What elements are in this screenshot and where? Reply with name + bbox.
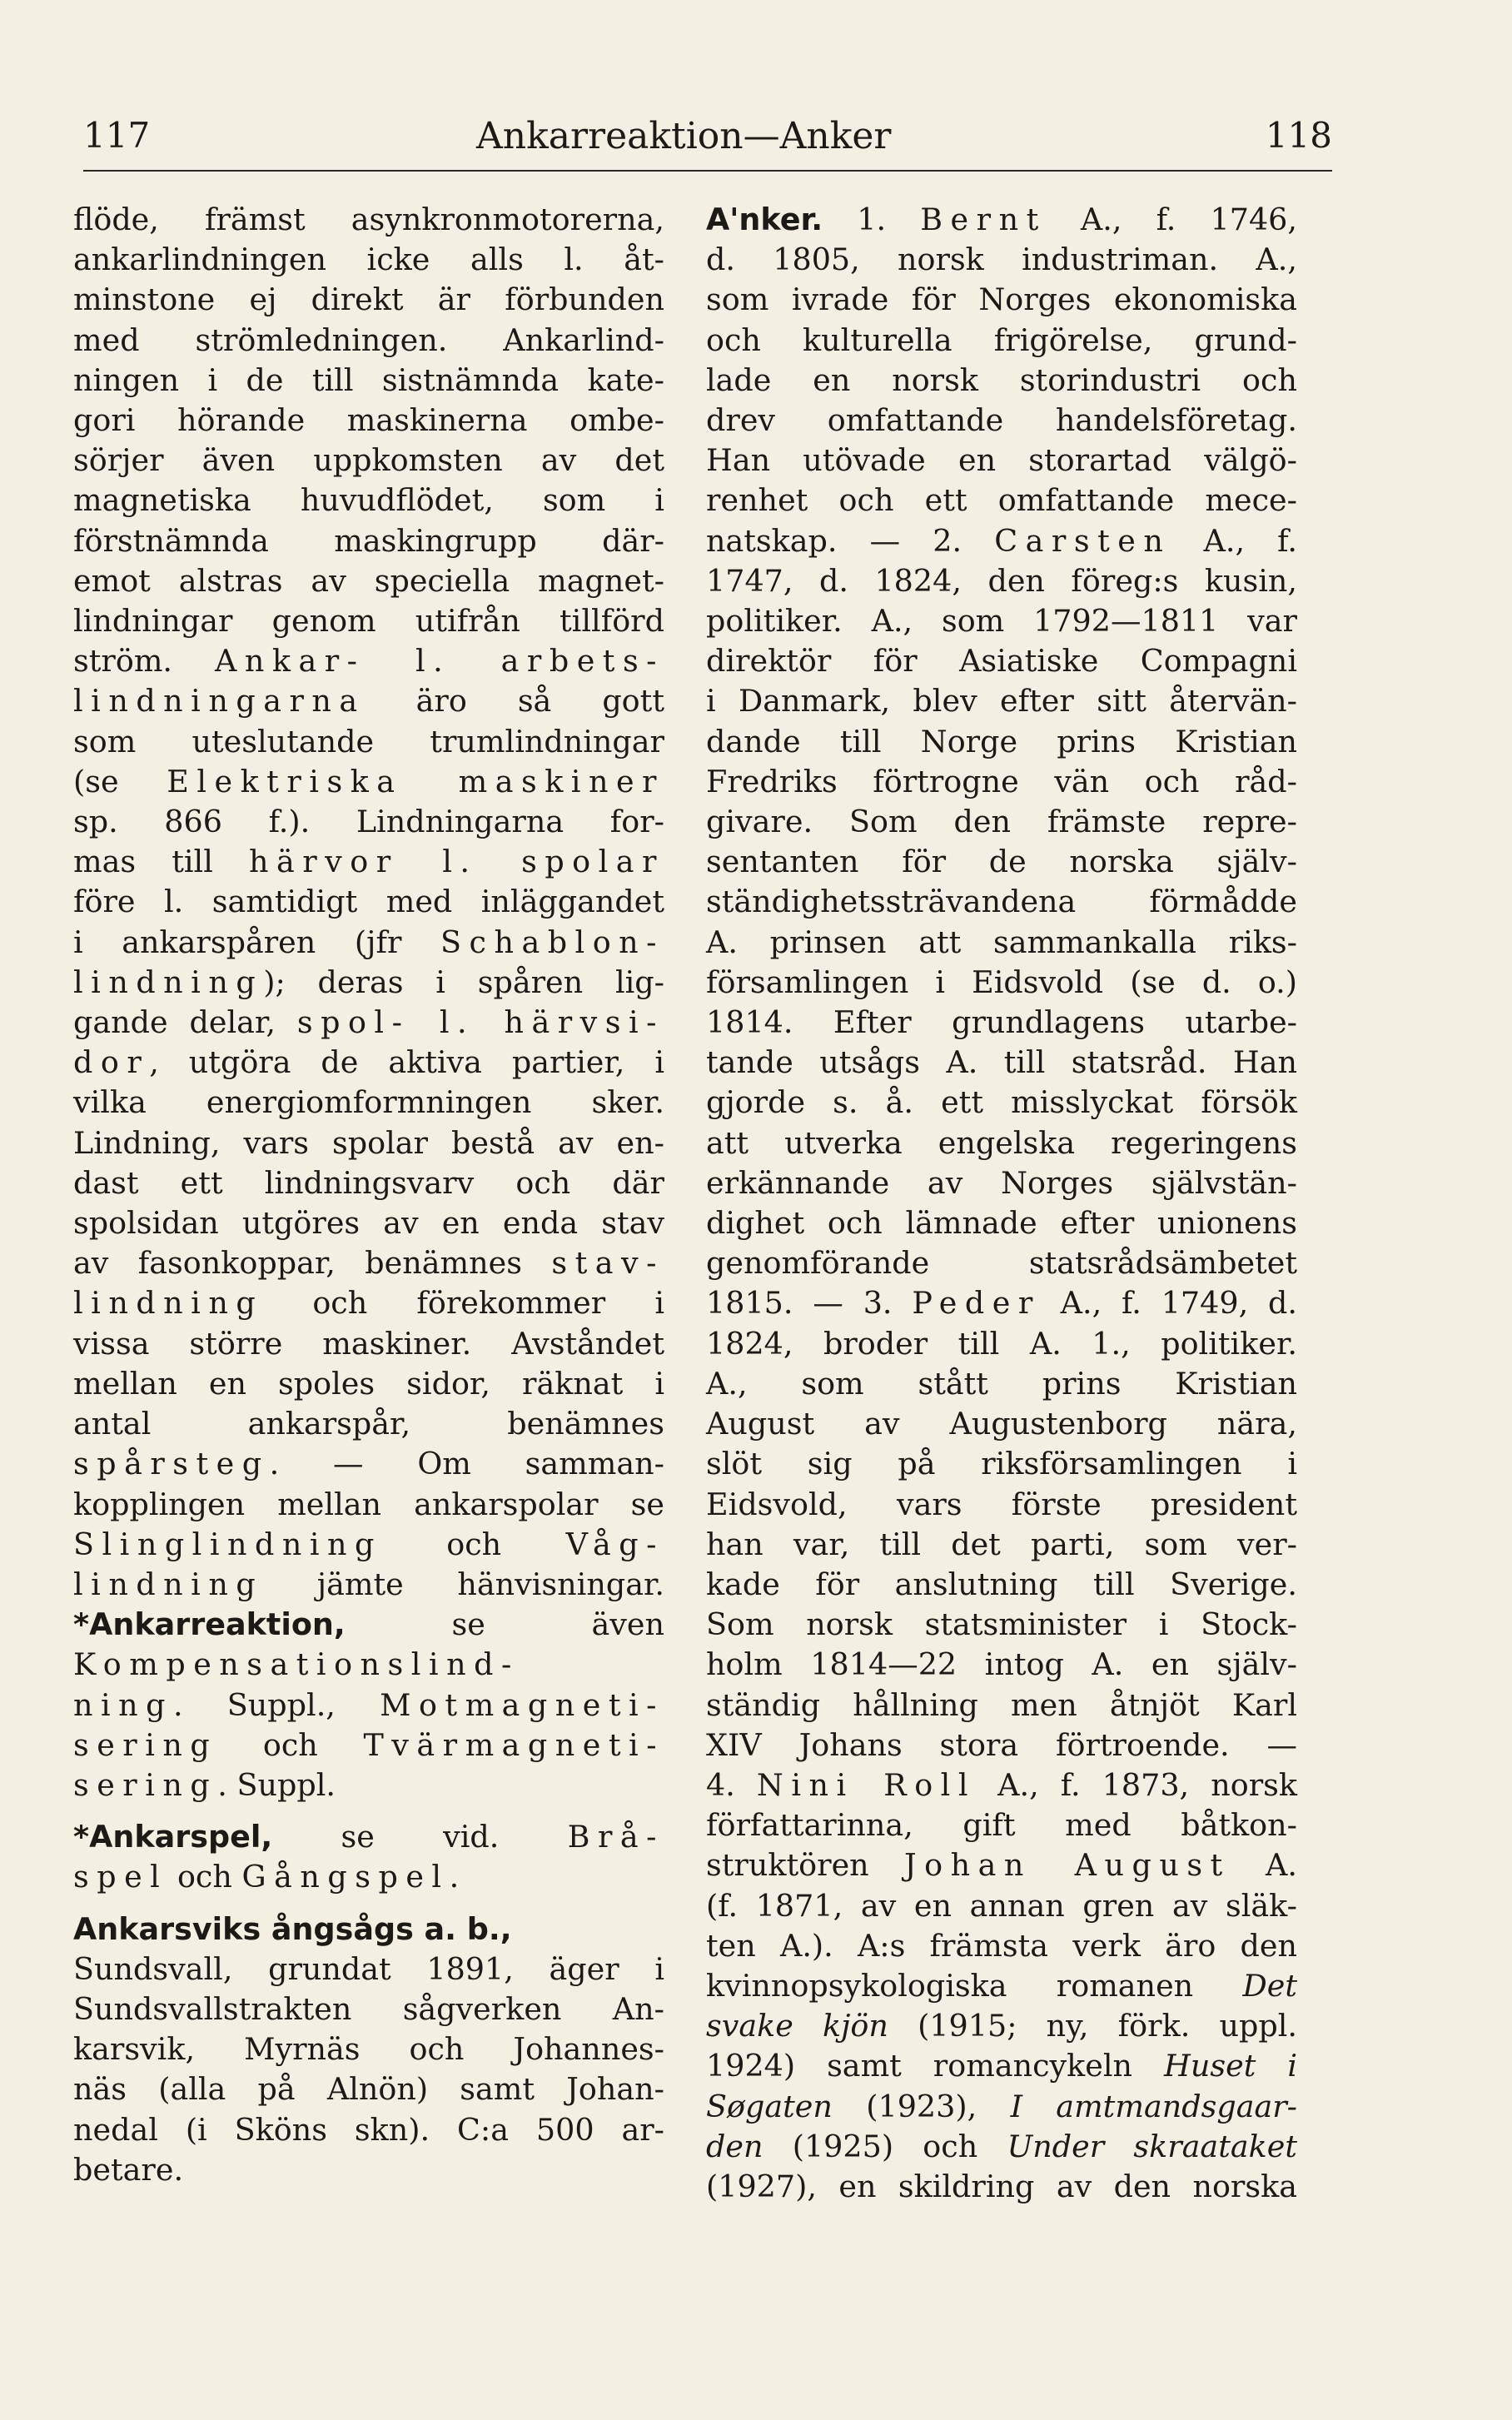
spaced-term: sering bbox=[73, 1726, 218, 1763]
text-line: antal ankarspår, benämnes bbox=[73, 1406, 664, 1442]
spaced-term: Ankar- l. arbets- bbox=[215, 643, 664, 680]
text-line: direktör för Asiatiske Compagni bbox=[706, 643, 1297, 680]
page-number-right: 118 bbox=[1265, 115, 1332, 156]
spaced-term: Carsten bbox=[994, 522, 1171, 559]
text-line: näs (alla på Alnön) samt Johan- bbox=[73, 2071, 664, 2108]
text-line: kvinnopsykologiska romanen Det bbox=[706, 1967, 1297, 2004]
text-line: vilka energiomformningen sker. bbox=[73, 1084, 664, 1121]
text-line: erkännande av Norges självstän- bbox=[706, 1164, 1297, 1201]
text-line: mellan en spoles sidor, räknat i bbox=[73, 1365, 664, 1402]
text-line: och kulturella frigörelse, grund- bbox=[706, 321, 1297, 358]
spaced-term: Peder bbox=[912, 1285, 1041, 1322]
spaced-term: lindning bbox=[73, 964, 264, 1000]
text-line: 1924) samt romancykeln Huset i bbox=[706, 2048, 1297, 2084]
text-line: som uteslutande trumlindningar bbox=[73, 723, 664, 759]
text-line: församlingen i Eidsvold (se d. o.) bbox=[706, 964, 1297, 1000]
text-line: 1814. Efter grundlagens utarbe- bbox=[706, 1004, 1297, 1041]
text-line: svake kjön (1915; ny, förk. uppl. bbox=[706, 2008, 1297, 2044]
text-line: struktören Johan August A. bbox=[706, 1847, 1297, 1884]
text-line: tande utsågs A. till statsråd. Han bbox=[706, 1044, 1297, 1081]
spaced-term: Brå- bbox=[567, 1819, 664, 1855]
spaced-term: Gångspel bbox=[241, 1859, 450, 1895]
text-line: gjorde s. å. ett misslyckat försök bbox=[706, 1084, 1297, 1121]
text-line: att utverka engelska regeringens bbox=[706, 1124, 1297, 1161]
text-line: kopplingen mellan ankarspolar se bbox=[73, 1486, 664, 1522]
spaced-term: lindning bbox=[73, 1566, 264, 1602]
text-line: av fasonkoppar, benämnes stav- bbox=[73, 1245, 664, 1282]
text-line: lindning och förekommer i bbox=[73, 1285, 665, 1322]
spaced-term: Schablon- bbox=[440, 924, 664, 960]
text-line: slöt sig på riksförsamlingen i bbox=[706, 1446, 1297, 1482]
book-title: Det bbox=[1242, 1967, 1297, 2004]
text-line: dast ett lindningsvarv och där bbox=[73, 1164, 664, 1201]
text-line: Sundsvall, grundat 1891, äger i bbox=[73, 1950, 664, 1987]
text-line: före l. samtidigt med inläggandet bbox=[73, 884, 664, 920]
text-line: den (1925) och Under skraataket bbox=[706, 2128, 1298, 2164]
book-title: Søgaten bbox=[706, 2088, 833, 2124]
text-line: emot alstras av speciella magnet- bbox=[73, 562, 664, 599]
right-column bbox=[706, 200, 1297, 2207]
entry-headword: Ankarsviks ångsågs a. b., bbox=[73, 1910, 512, 1947]
text-line: mas till härvor l. spolar bbox=[73, 844, 664, 880]
text-line: holm 1814—22 intog A. en själv- bbox=[706, 1646, 1297, 1683]
page-number-left: 117 bbox=[83, 115, 151, 156]
entry-ankarreaktion: *Ankarreaktion, se även bbox=[73, 1606, 664, 1643]
text-line: Slinglindning och Våg- bbox=[73, 1526, 664, 1562]
text-line: spel och Gångspel. bbox=[73, 1859, 460, 1895]
text-line: förstnämnda maskingrupp där- bbox=[73, 522, 664, 559]
text-line: magnetiska huvudflödet, som i bbox=[73, 482, 664, 519]
text-line: (1927), en skildring av den norska bbox=[706, 2168, 1297, 2204]
spaced-term: lindningarna bbox=[73, 683, 366, 720]
text-line: 1815. — 3. Peder A., f. 1749, d. bbox=[706, 1285, 1298, 1322]
text-line: ström. Ankar- l. arbets- bbox=[73, 643, 664, 680]
spaced-term: dor bbox=[73, 1044, 150, 1081]
text-line: ständig hållning men åtnjöt Karl bbox=[706, 1686, 1297, 1723]
text-line: Lindning, vars spolar bestå av en- bbox=[73, 1124, 664, 1161]
text-line: minstone ej direkt är förbunden bbox=[73, 281, 664, 318]
text-line: Søgaten (1923), I amtmandsgaar- bbox=[706, 2088, 1297, 2124]
running-title: Ankarreaktion—Anker bbox=[476, 115, 892, 157]
spaced-term: sering bbox=[73, 1766, 218, 1803]
entry-headword: *Ankarreaktion, bbox=[73, 1606, 346, 1643]
text-line: lindningar genom utifrån tillförd bbox=[73, 603, 664, 640]
text-line: natskap. — 2. Carsten A., f. bbox=[706, 522, 1297, 559]
text-line: renhet och ett omfattande mece- bbox=[706, 482, 1297, 519]
text-line: 4. Nini Roll A., f. 1873, norsk bbox=[706, 1766, 1298, 1803]
text-line: lindningarna äro så gott bbox=[73, 683, 664, 720]
text-line: ningen i de till sistnämnda kate- bbox=[73, 361, 664, 398]
text-line: sentanten för de norska själv- bbox=[706, 844, 1297, 880]
text-line: nedal (i Sköns skn). C:a 500 ar- bbox=[73, 2111, 664, 2148]
spaced-term: Elektriska maskiner bbox=[167, 763, 664, 799]
text-line: XIV Johans stora förtroende. — bbox=[706, 1726, 1297, 1763]
text-line: dighet och lämnade efter unionens bbox=[706, 1205, 1297, 1242]
text-line: lade en norsk storindustri och bbox=[706, 361, 1297, 398]
spaced-term: Kompensationslind- bbox=[73, 1646, 520, 1683]
text-line: sering och Tvärmagneti- bbox=[73, 1726, 665, 1763]
spaced-term: Bernt bbox=[920, 202, 1047, 237]
text-line: (f. 1871, av en annan gren av släk- bbox=[706, 1887, 1297, 1924]
text-line: Som norsk statsminister i Stock- bbox=[706, 1606, 1297, 1643]
text-line: flöde, främst asynkronmotorerna, bbox=[73, 202, 664, 237]
text-line: karsvik, Myrnäs och Johannes- bbox=[73, 2031, 664, 2068]
text-line: gande delar, spol- l. härvsi- bbox=[73, 1004, 664, 1041]
entry-headword: *Ankarspel, bbox=[73, 1819, 273, 1855]
spaced-term: spårsteg bbox=[73, 1446, 270, 1482]
spaced-term: Våg- bbox=[565, 1526, 664, 1562]
spaced-term: spel bbox=[73, 1859, 168, 1895]
text-line: han var, till det parti, som ver- bbox=[706, 1526, 1297, 1562]
spaced-term: Tvärmagneti- bbox=[363, 1726, 665, 1763]
page-header bbox=[83, 110, 1332, 168]
spaced-term: Motmagneti- bbox=[380, 1686, 665, 1723]
text-line: ständighetssträvandena förmådde bbox=[706, 884, 1297, 920]
text-line: ning. Suppl., Motmagneti- bbox=[73, 1686, 665, 1723]
text-line: ankarlindningen icke alls l. åt- bbox=[73, 242, 664, 278]
text-line: 1747, d. 1824, den föreg:s kusin, bbox=[706, 562, 1297, 599]
text-line: i Danmark, blev efter sitt återvän- bbox=[706, 683, 1297, 720]
spaced-term: lindning bbox=[73, 1285, 264, 1322]
text-line: drev omfattande handelsföretag. bbox=[706, 402, 1297, 439]
book-title: Huset i bbox=[1164, 2048, 1297, 2084]
text-line: gori hörande maskinerna ombe- bbox=[73, 402, 664, 439]
spaced-term: ning bbox=[73, 1686, 174, 1723]
book-title: svake kjön bbox=[706, 2008, 888, 2044]
spaced-term: stav- bbox=[551, 1245, 664, 1282]
left-column bbox=[73, 200, 664, 2190]
text-line: sp. 866 f.). Lindningarna for- bbox=[73, 804, 664, 840]
entry-headword: A'nker. bbox=[706, 202, 823, 237]
text-line: August av Augustenborg nära, bbox=[706, 1406, 1297, 1442]
text-line: genomförande statsrådsämbetet bbox=[706, 1245, 1297, 1282]
text-line: lindning); deras i spåren lig- bbox=[73, 964, 664, 1000]
book-title: den bbox=[706, 2128, 763, 2164]
spaced-term: Nini Roll bbox=[756, 1766, 977, 1803]
text-line: med strömledningen. Ankarlind- bbox=[73, 321, 664, 358]
text-line: vissa större maskiner. Avståndet bbox=[73, 1325, 664, 1362]
spaced-term: härvor l. spolar bbox=[248, 844, 664, 880]
text-line: spårsteg. — Om samman- bbox=[73, 1446, 664, 1482]
text-line: spolsidan utgöres av en enda stav bbox=[73, 1205, 664, 1242]
text-line: betare. bbox=[73, 2151, 184, 2188]
text-line: (se Elektriska maskiner bbox=[73, 763, 664, 799]
text-line: Sundsvallstrakten sågverken An- bbox=[73, 1990, 664, 2027]
book-title: I amtmandsgaar- bbox=[1010, 2088, 1297, 2124]
text-line: Han utövade en storartad välgö- bbox=[706, 442, 1297, 479]
text-line: dande till Norge prins Kristian bbox=[706, 723, 1297, 759]
entry-anker: A'nker. 1. Bernt A., f. 1746, bbox=[706, 202, 1298, 237]
text-line: d. 1805, norsk industriman. A., bbox=[706, 242, 1297, 278]
entry-ankarspel: *Ankarspel, se vid. Brå- bbox=[73, 1819, 664, 1855]
text-line: Fredriks förtrogne vän och råd- bbox=[706, 763, 1297, 799]
text-line: som ivrade för Norges ekonomiska bbox=[706, 281, 1297, 318]
text-line: sering. Suppl. bbox=[73, 1766, 336, 1803]
text-line: lindning jämte hänvisningar. bbox=[73, 1566, 664, 1602]
text-line: sörjer även uppkomsten av det bbox=[73, 442, 664, 479]
spaced-term: spol- l. härvsi- bbox=[296, 1004, 664, 1041]
text-line: ten A.). A:s främsta verk äro den bbox=[706, 1927, 1297, 1964]
book-title: Under skraataket bbox=[1007, 2128, 1298, 2164]
text-line: i ankarspåren (jfr Schablon- bbox=[73, 924, 664, 960]
header-rule bbox=[83, 170, 1332, 172]
text-line: givare. Som den främste repre- bbox=[706, 804, 1297, 840]
spaced-term: Johan August bbox=[903, 1847, 1231, 1884]
spaced-term: Slinglindning bbox=[73, 1526, 382, 1562]
text-line: 1824, broder till A. 1., politiker. bbox=[706, 1325, 1297, 1362]
text-line: dor, utgöra de aktiva partier, i bbox=[73, 1044, 664, 1081]
text-line: A. prinsen att sammankalla riks- bbox=[706, 924, 1297, 960]
text-line: politiker. A., som 1792—1811 var bbox=[706, 603, 1297, 640]
text-line: A., som stått prins Kristian bbox=[706, 1365, 1297, 1402]
entry-ankarsviks bbox=[73, 1910, 664, 1949]
text-line bbox=[73, 1645, 664, 1685]
text-line: Eidsvold, vars förste president bbox=[706, 1486, 1297, 1522]
text-line: kade för anslutning till Sverige. bbox=[706, 1566, 1297, 1602]
text-line: författarinna, gift med båtkon- bbox=[706, 1807, 1297, 1844]
